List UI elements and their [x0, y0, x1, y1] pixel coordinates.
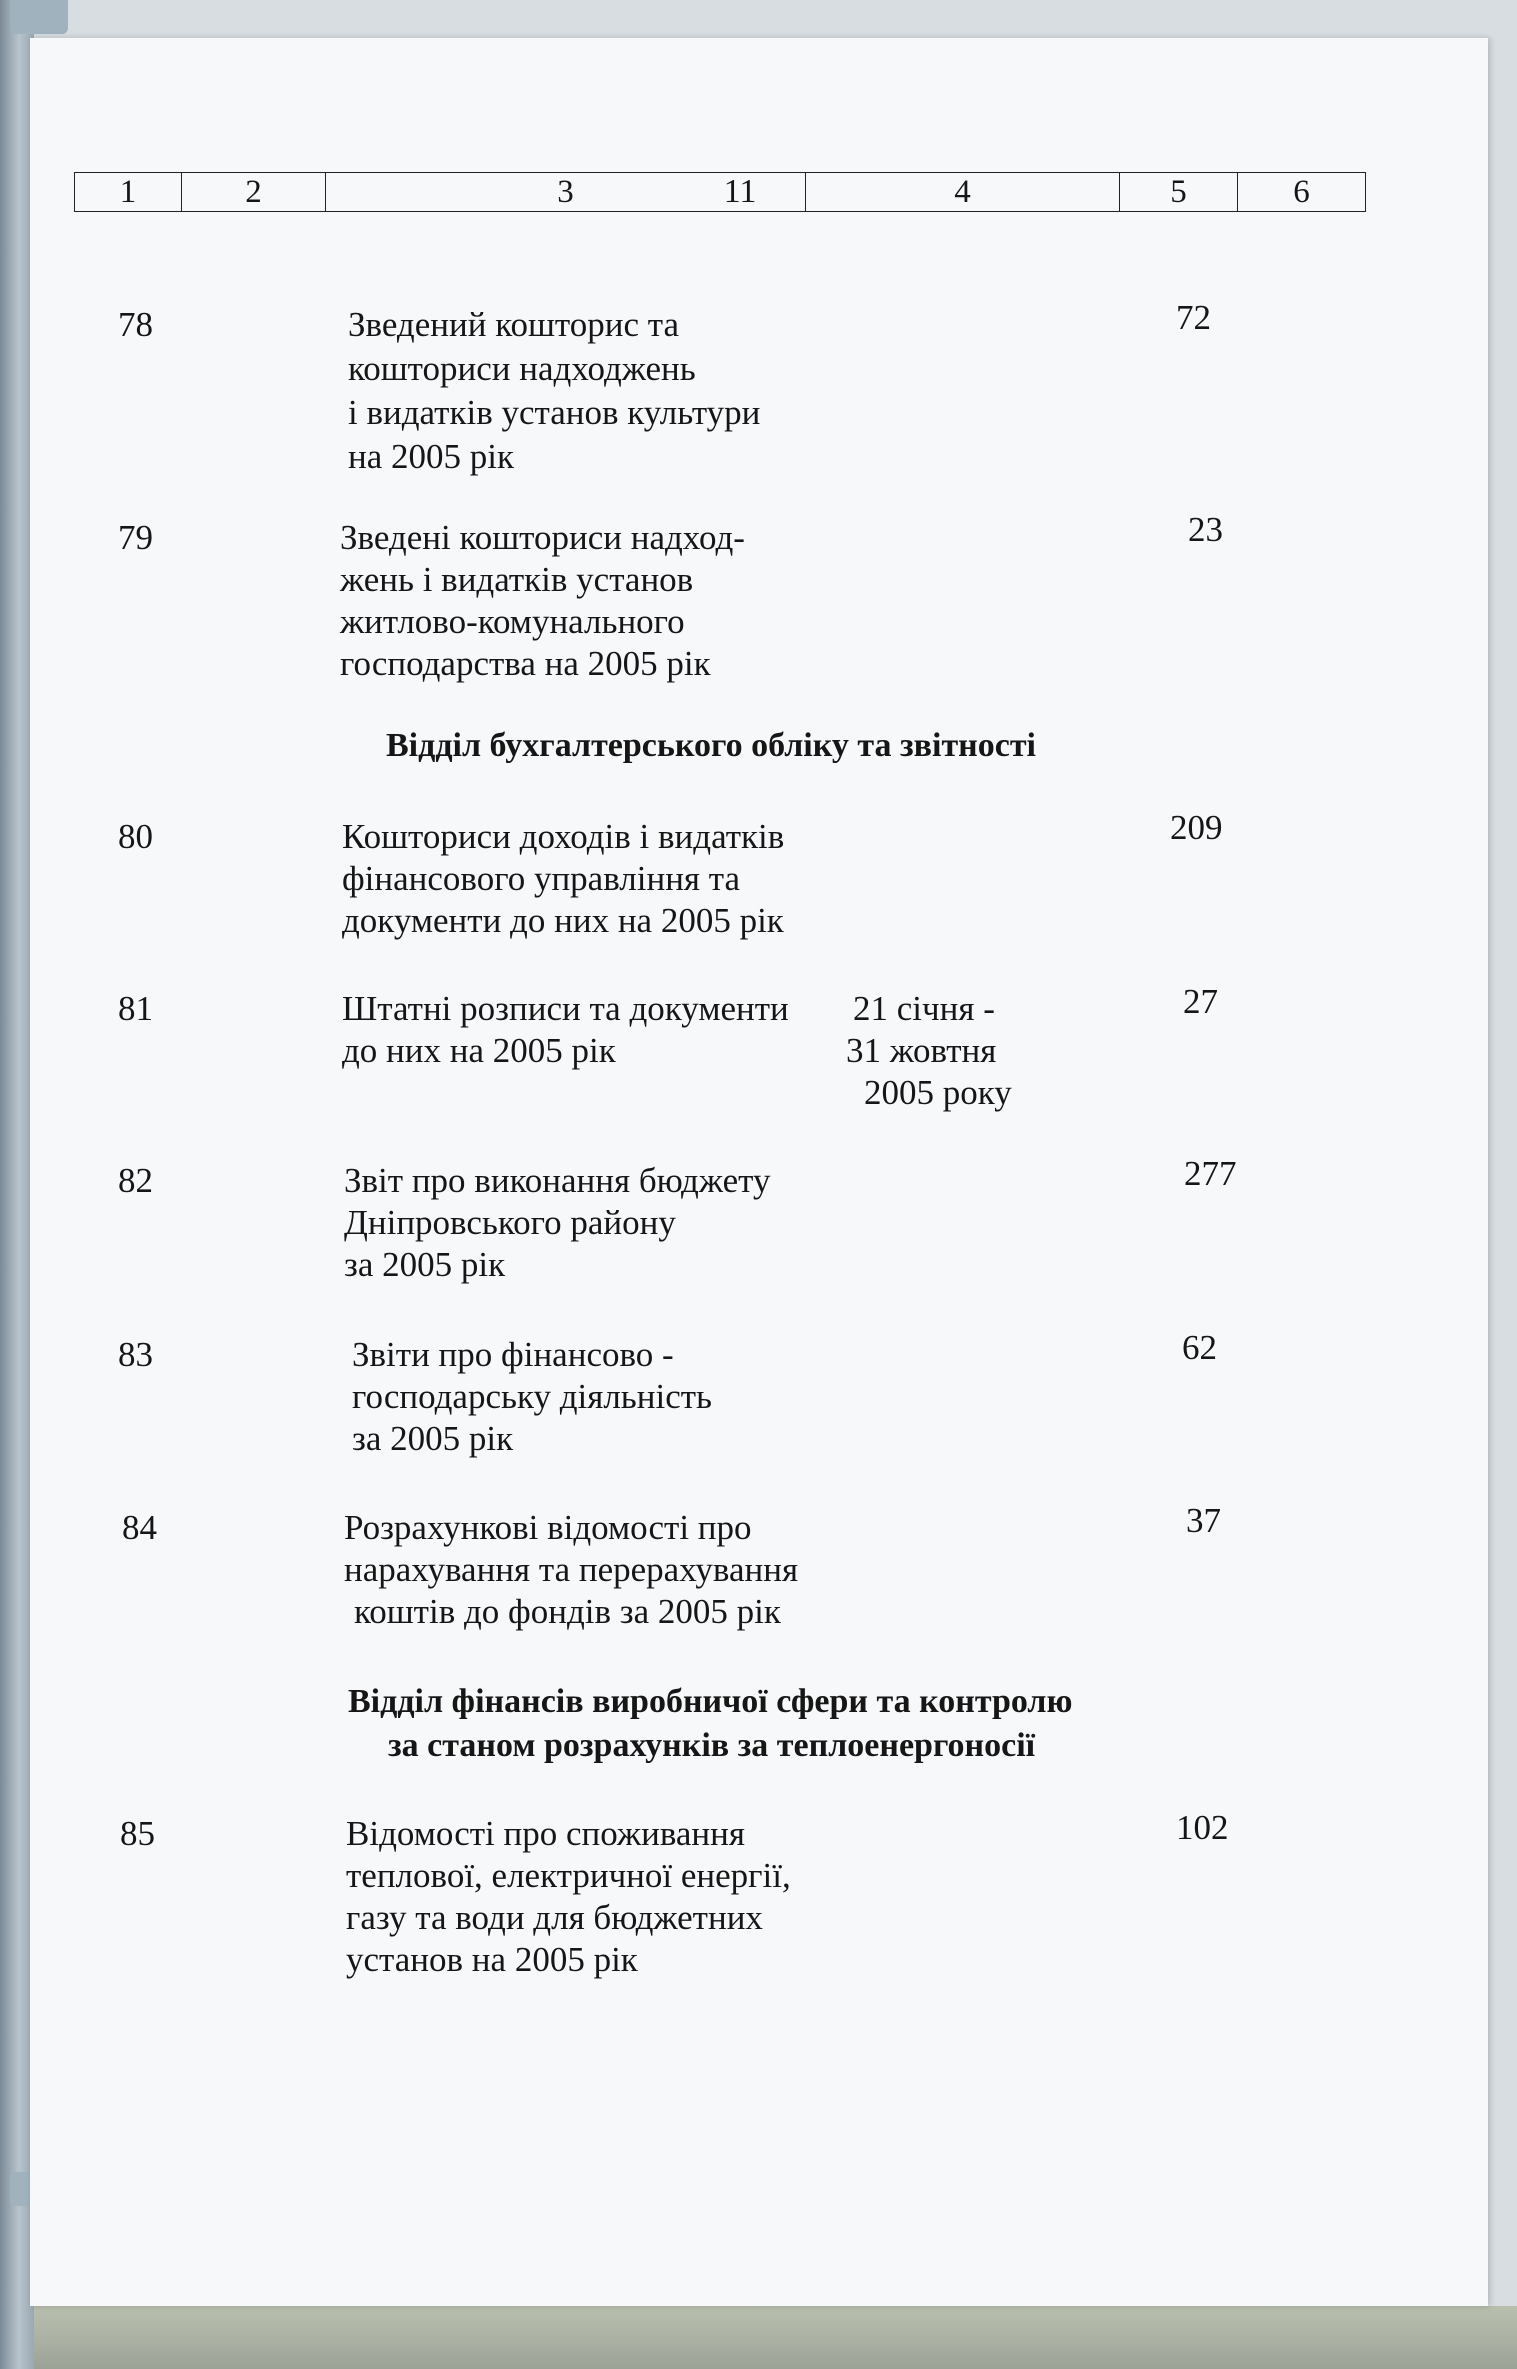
entry-title-line: нарахування та перерахування: [344, 1550, 799, 1589]
entry-dates-line: 21 січня -: [853, 989, 995, 1028]
entry-number: 81: [118, 989, 153, 1028]
entry-count: 23: [1188, 510, 1223, 549]
column-header-1: 1: [119, 174, 137, 210]
entry-title-line: Зведені кошториси надход-: [340, 518, 745, 557]
entry-title-line: Розрахункові відомості про: [344, 1508, 752, 1547]
binder-tab-top: [10, 0, 68, 34]
entry-title-line: до них на 2005 рік: [342, 1031, 616, 1070]
entry-title-line: установ на 2005 рік: [346, 1940, 638, 1979]
column-header-3: 3: [325, 173, 805, 211]
column-header-4: 4: [805, 173, 1119, 211]
entry-title-line: теплової, електричної енергії,: [346, 1856, 791, 1895]
entry-title-line: документи до них на 2005 рік: [342, 901, 784, 940]
entry-title-line: житлово-комунального: [340, 602, 685, 641]
entry-number: 83: [118, 1335, 153, 1374]
section-heading-accounting: Відділ бухгалтерського обліку та звітності: [386, 727, 1036, 764]
column-header-2: 2: [181, 173, 325, 211]
binder-spine: [0, 0, 34, 2369]
entry-number: 78: [118, 305, 153, 344]
entry-title-line: Зведений кошторис та: [348, 305, 679, 344]
entry-title-line: Звіти про фінансово -: [352, 1335, 674, 1374]
entry-title-line: за 2005 рік: [352, 1419, 514, 1458]
entry-dates-line: 2005 року: [864, 1073, 1012, 1112]
entry-title-line: Кошториси доходів і видатків: [342, 817, 785, 856]
entry-title-line: за 2005 рік: [344, 1245, 506, 1284]
entry-title-line: коштів до фондів за 2005 рік: [354, 1592, 781, 1631]
entry-title-line: Відомості про споживання: [346, 1814, 745, 1853]
entry-count: 277: [1184, 1154, 1237, 1193]
entry-title-line: господарську діяльність: [352, 1377, 713, 1416]
entry-title-line: жень і видатків установ: [340, 560, 694, 599]
entry-title-line: газу та води для бюджетних: [346, 1898, 763, 1937]
entry-count: 27: [1183, 982, 1218, 1021]
entry-count: 62: [1182, 1328, 1217, 1367]
column-header-6: 6: [1237, 173, 1365, 211]
page-number: 11: [723, 173, 757, 210]
section-heading-production-line2: за станом розрахунків за теплоенергоносії: [388, 1727, 1036, 1764]
entry-count: 37: [1186, 1501, 1221, 1540]
entry-title-line: фінансового управління та: [342, 859, 741, 898]
column-header-5: 5: [1119, 173, 1237, 211]
entry-count: 102: [1176, 1808, 1229, 1847]
entry-number: 82: [118, 1161, 153, 1200]
entry-number: 85: [120, 1814, 155, 1853]
entry-number: 84: [122, 1508, 157, 1547]
entry-title-line: Штатні розписи та документи: [342, 989, 789, 1028]
entry-title-line: господарства на 2005 рік: [340, 644, 711, 683]
entry-title-line: Звіт про виконання бюджету: [344, 1161, 771, 1200]
column-header-table: [74, 172, 1366, 212]
entry-number: 80: [118, 817, 153, 856]
page-bottom-edge: [34, 2306, 1517, 2369]
entry-title-line: кошториси надходжень: [348, 349, 696, 388]
entry-title-line: Дніпровського району: [344, 1203, 676, 1242]
entry-count: 72: [1176, 298, 1211, 337]
section-heading-production: Відділ фінансів виробничої сфери та контролю: [348, 1683, 1073, 1720]
entry-title-line: на 2005 рік: [348, 437, 514, 476]
entry-count: 209: [1170, 808, 1223, 847]
entry-dates-line: 31 жовтня: [846, 1031, 997, 1070]
entry-title-line: і видатків установ культури: [348, 393, 761, 432]
entry-number: 79: [118, 518, 153, 557]
